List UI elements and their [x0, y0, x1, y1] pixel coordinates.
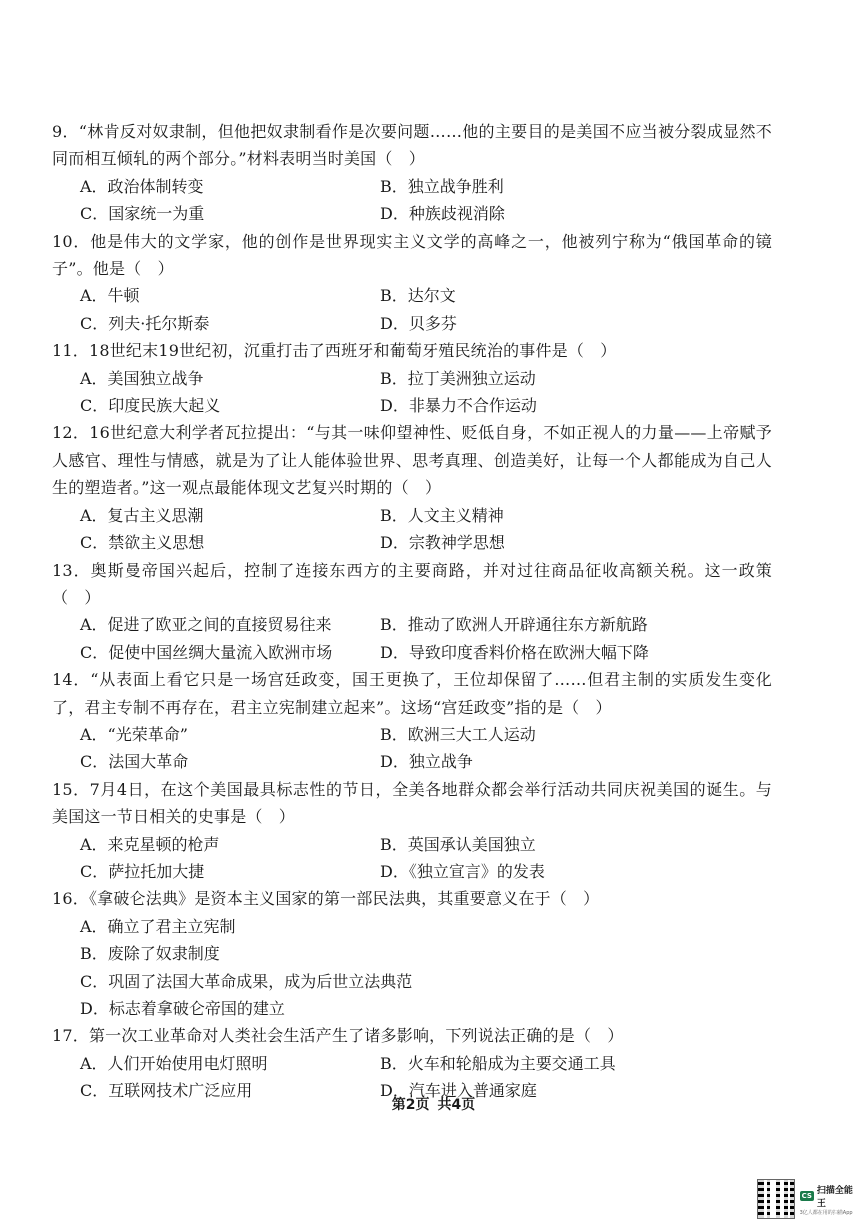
- answer-option-d: D．标志着拿破仑帝国的建立: [80, 999, 285, 1018]
- answer-option-b: B．欧洲三大工人运动: [380, 724, 536, 744]
- page-total: 共4页: [437, 1097, 476, 1113]
- option-list: [80, 913, 772, 1023]
- scanner-brand-name: 扫描全能王: [816, 1185, 853, 1209]
- answer-option-b: B．达尔文: [380, 286, 456, 306]
- answer-option-b: B．人文主义精神: [380, 505, 504, 525]
- scanner-watermark: [758, 1176, 858, 1222]
- answer-option-d: D．汽车进入普通家庭: [380, 1081, 537, 1101]
- answer-option-a: A．美国独立战争: [80, 368, 204, 388]
- qr-code-icon: [758, 1180, 794, 1218]
- option-list: [80, 282, 772, 337]
- answer-option-a: A．确立了君主立宪制: [80, 916, 236, 936]
- question-stem: 9．“林肯反对奴隶制，但他把奴隶制看作是次要问题……他的主要目的是美国不应当被分裂成显然不同而相互倾轧的两个部分。”材料表明当时美国（ ）: [52, 122, 772, 169]
- answer-option-b: B．废除了奴隶制度: [80, 944, 220, 964]
- question-block: [52, 666, 772, 776]
- answer-option-a: A．政治体制转变: [80, 176, 204, 196]
- answer-option-d: D．非暴力不合作运动: [380, 396, 537, 416]
- question-stem: 12．16世纪意大利学者瓦拉提出：“与其一味仰望神性、贬低自身，不如正视人的力量——上帝赋予人感官、理性与情感，就是为了让人能体验世界、思考真理、创造美好，让每一个人都能成为自己人生的塑造者。”这一观点最能体现文艺复兴时期的（ ）: [52, 423, 772, 498]
- option-list: [80, 611, 772, 666]
- option-list: [80, 721, 772, 776]
- question-stem: 10．他是伟大的文学家，他的创作是世界现实主义文学的高峰之一，他被列宁称为“俄国革命的镜子”。他是（ ）: [52, 231, 772, 279]
- answer-option-d: D．种族歧视消除: [380, 204, 505, 224]
- question-block: [52, 228, 772, 338]
- answer-option-a: A．来克星顿的枪声: [80, 834, 220, 854]
- answer-option-a: A．复古主义思潮: [80, 505, 204, 525]
- question-stem: 14．“从表面上看它只是一场宫廷政变，国王更换了，王位却保留了……但君主制的实质发生变化了，君主专制不再存在，君主立宪制建立起来”。这场“宫廷政变”指的是（ ）: [52, 670, 772, 717]
- question-block: [52, 118, 772, 228]
- answer-option-c: C．国家统一为重: [80, 204, 205, 224]
- scanner-brand: [800, 1183, 858, 1209]
- page-number: 第2页: [391, 1097, 430, 1113]
- question-stem: 11．18世纪末19世纪初，沉重打击了西班牙和葡萄牙殖民统治的事件是（ ）: [52, 341, 617, 361]
- answer-option-b: B．推动了欧洲人开辟通往东方新航路: [380, 615, 648, 635]
- option-list: [80, 173, 772, 228]
- answer-option-b: B．独立战争胜利: [380, 176, 504, 196]
- question-stem: 13．奥斯曼帝国兴起后，控制了连接东西方的主要商路，并对过往商品征收高额关税。这一政策（ ）: [52, 560, 772, 607]
- option-list: [80, 502, 772, 557]
- option-list: [80, 365, 772, 420]
- answer-option-c: C．互联网技术广泛应用: [80, 1081, 253, 1101]
- answer-option-c: C．禁欲主义思想: [80, 533, 205, 553]
- question-block: [52, 1022, 772, 1104]
- question-block: [52, 419, 772, 556]
- answer-option-d: D．宗教神学思想: [380, 533, 505, 553]
- answer-option-d: D．独立战争: [380, 752, 473, 772]
- cs-logo-icon: CS: [801, 1191, 812, 1200]
- option-list: [80, 831, 772, 886]
- answer-option-c: C．萨拉托加大捷: [80, 861, 205, 881]
- answer-option-c: C．印度民族大起义: [80, 396, 221, 416]
- question-stem: 15．7月4日，在这个美国最具标志性的节日，全美各地群众都会举行活动共同庆祝美国的诞生。与美国这一节日相关的史事是（ ）: [52, 779, 772, 827]
- question-stem: 16．《拿破仑法典》是资本主义国家的第一部民法典，其重要意义在于（ ）: [52, 889, 600, 909]
- answer-option-a: A．牛顿: [80, 286, 140, 306]
- question-list: [52, 118, 772, 1105]
- answer-option-a: A．人们开始使用电灯照明: [80, 1053, 268, 1073]
- answer-option-a: A．促进了欧亚之间的直接贸易往来: [80, 615, 332, 635]
- answer-option-c: C．促使中国丝绸大量流入欧洲市场: [80, 642, 333, 662]
- answer-option-d: D．《独立宣言》的发表: [380, 861, 545, 881]
- question-block: [52, 776, 772, 886]
- scanner-brand-block: [800, 1183, 858, 1216]
- question-stem: 17．第一次工业革命对人类社会生活产生了诸多影响，下列说法正确的是（ ）: [52, 1026, 624, 1046]
- question-block: [52, 885, 772, 1022]
- page-footer: [0, 1094, 867, 1114]
- answer-option-d: D．贝多芬: [380, 313, 457, 333]
- scanner-tagline: 3亿人都在用的扫描App: [799, 1209, 853, 1216]
- answer-option-b: B．拉丁美洲独立运动: [380, 368, 536, 388]
- answer-option-b: B．火车和轮船成为主要交通工具: [380, 1053, 616, 1073]
- answer-option-d: D．导致印度香料价格在欧洲大幅下降: [380, 642, 649, 662]
- answer-option-c: C．法国大革命: [80, 752, 189, 772]
- answer-option-a: A．“光荣革命”: [80, 724, 188, 744]
- answer-option-c: C．列夫·托尔斯泰: [80, 313, 210, 333]
- answer-option-c: C．巩固了法国大革命成果，成为后世立法典范: [80, 971, 413, 991]
- answer-option-b: B．英国承认美国独立: [380, 834, 536, 854]
- question-block: [52, 337, 772, 419]
- question-block: [52, 557, 772, 667]
